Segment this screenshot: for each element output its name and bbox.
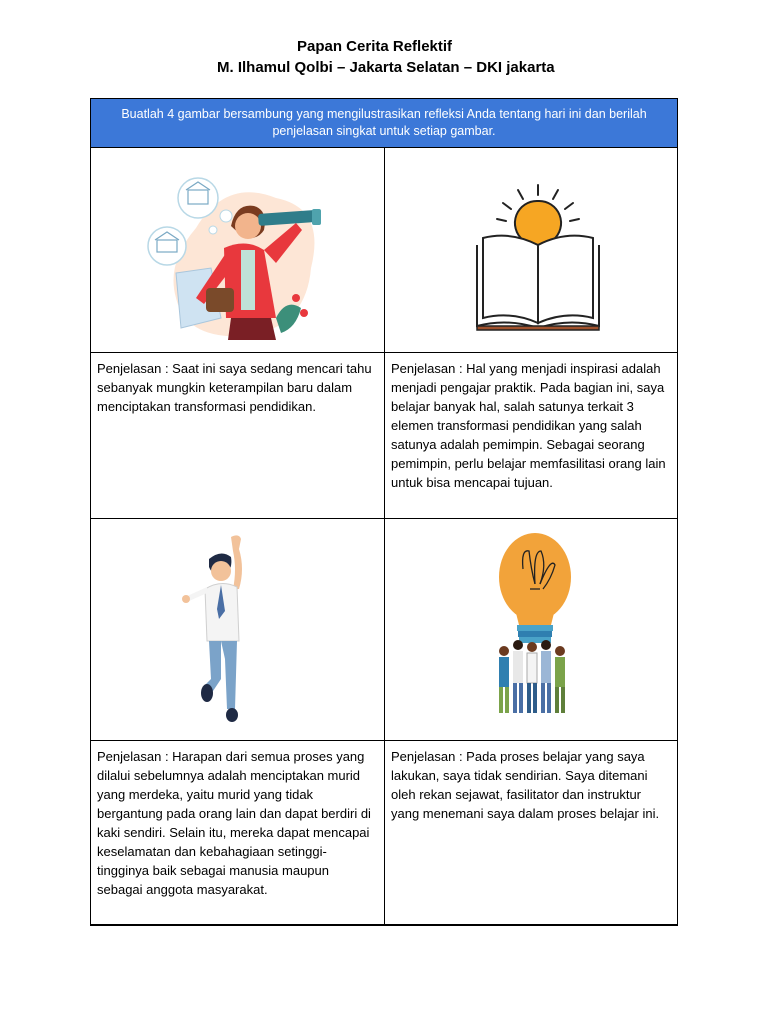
panel-3-image xyxy=(91,519,384,740)
panel-3-explanation: Penjelasan : Harapan dari semua proses yang dilalui sebelumnya adalah menciptakan murid yang merdeka, yaitu murid yang tidak bergantung pada orang lain dan dapat berdiri di kaki sendiri. Selain itu, mereka dapat mencapai keselamatan dan kebahagiaan setinggi-tingginya baik sebagai manusia maupun sebagai anggota masyarakat. xyxy=(97,749,371,897)
image-row-1 xyxy=(91,148,677,353)
instruction-header: Buatlah 4 gambar bersambung yang mengilustrasikan refleksi Anda tentang hari ini dan berilah penjelasan singkat untuk setiap gambar. xyxy=(91,99,677,148)
panel-4-image xyxy=(384,519,677,740)
document-subtitle: M. Ilhamul Qolbi – Jakarta Selatan – DKI jakarta xyxy=(217,59,555,76)
panel-1-image xyxy=(91,148,384,352)
telescope-person-icon xyxy=(136,168,336,343)
panel-1-explanation: Penjelasan : Saat ini saya sedang mencari tahu sebanyak mungkin keterampilan baru dalam menciptakan transformasi pendidikan. xyxy=(97,361,372,414)
panel-4-explanation: Penjelasan : Pada proses belajar yang saya lakukan, saya tidak sendirian. Saya ditemani oleh rekan sejawat, fasilitator dan instruktur yang menemani saya dalam proses belajar ini. xyxy=(384,741,677,924)
explanation-row-2 xyxy=(91,741,677,924)
explanation-row-1 xyxy=(91,353,677,519)
image-row-2 xyxy=(91,519,677,741)
panel-2-explanation: Penjelasan : Hal yang menjadi inspirasi adalah menjadi pengajar praktik. Pada bagian ini, saya belajar banyak hal, salah satunya terkait 3 elemen transformasi pendidikan yang salah satunya adalah pemimpin. Sebagai seorang pemimpin, perlu belajar memfasilitasi orang lain untuk bisa mencapai tujuan. xyxy=(384,353,677,518)
panel-2-image xyxy=(384,148,677,352)
story-board-table xyxy=(90,98,678,926)
book-lightbulb-icon xyxy=(473,183,603,333)
document-title: Papan Cerita Reflektif xyxy=(297,38,453,55)
jumping-student-icon xyxy=(181,529,271,729)
team-lifting-lightbulb-icon xyxy=(485,529,585,719)
